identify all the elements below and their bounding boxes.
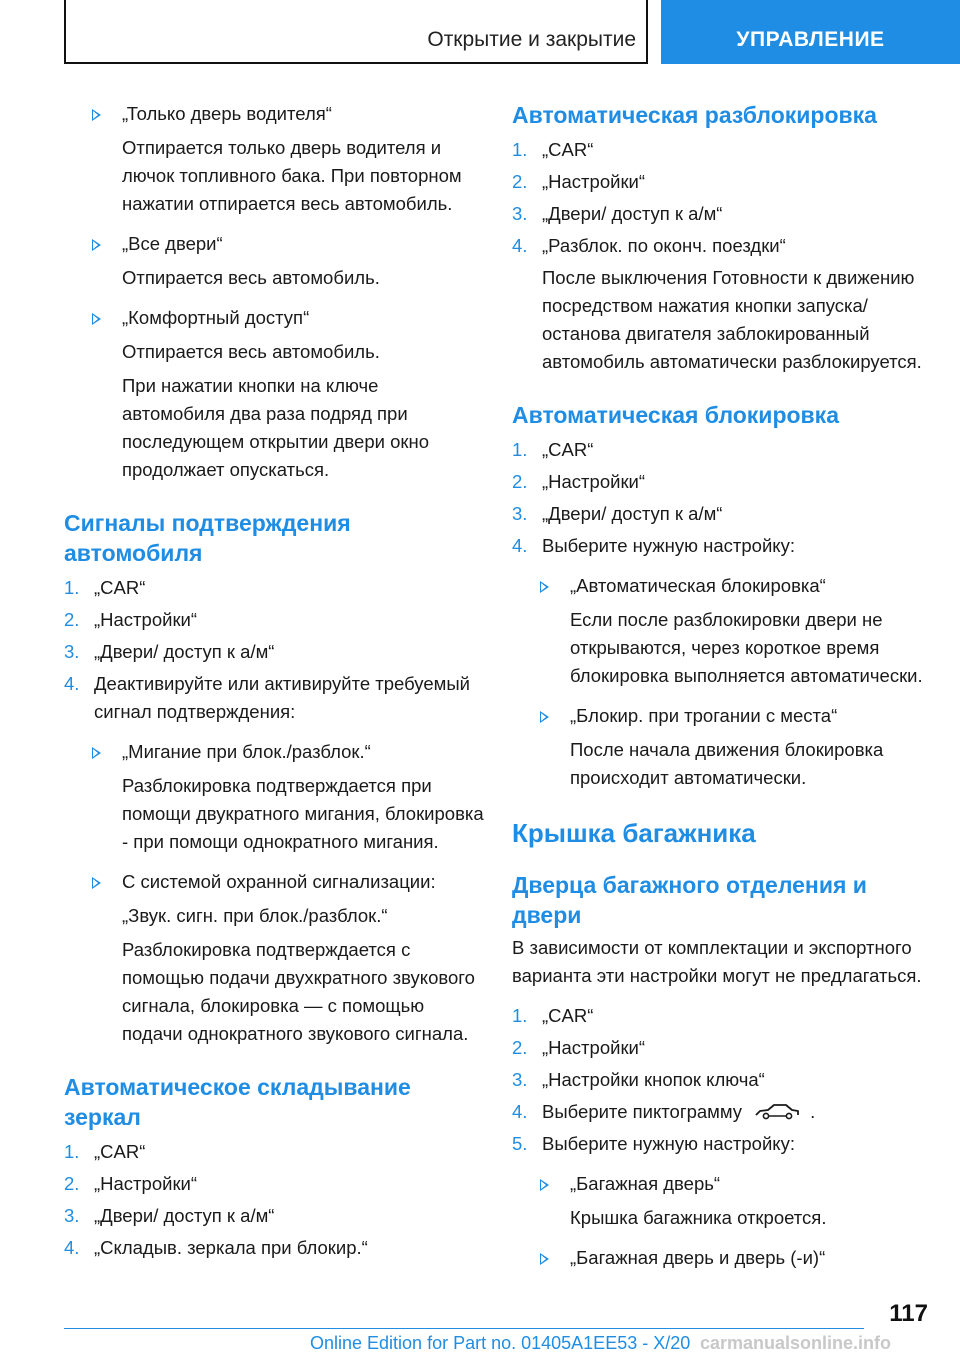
list-item: 3. „Двери/ доступ к а/м“ [512, 203, 723, 224]
list-item: 3. „Двери/ доступ к а/м“ [64, 1205, 275, 1226]
heading-tailgate-doors: Дверца багажного отделения и двери [512, 872, 867, 928]
bullet-driver-door: „Только дверь водителя“ [64, 100, 484, 128]
footer-edition: Online Edition for Part no. 01405A1EE53 - X/20 [310, 1333, 691, 1353]
triangle-bullet-icon [540, 1179, 549, 1191]
unlock-steps [512, 136, 928, 260]
triangle-bullet-icon [92, 313, 101, 325]
list-item: 4. Выберите пиктограмму . [512, 1101, 816, 1122]
bullet-text: Если после разблокировки двери не открываются, через короткое время блокировка выполняется автоматически. [570, 609, 923, 686]
heading-trunk-lid: Крышка багажника [512, 818, 756, 848]
list-item: 4. Деактивируйте или активируйте требуемый сигнал подтверждения: [64, 673, 470, 722]
list-item: 2. „Настройки“ [512, 171, 646, 192]
watermark: carmanualsonline.info [700, 1333, 892, 1353]
bullet-text: При нажатии кнопки на ключе автомобиля два раза подряд при последующем открытии двери окно продолжает опускаться. [122, 375, 429, 480]
heading-auto-unlock: Автоматическая разблокировка [512, 102, 877, 128]
right-column [512, 100, 928, 1272]
list-item: 2. „Настройки“ [512, 471, 646, 492]
bullet-text: После начала движения блокировка происходит автоматически. [570, 739, 884, 788]
heading-mirror-fold: Автоматическое складывание зеркал [64, 1074, 411, 1130]
triangle-bullet-icon [92, 239, 101, 251]
list-item: 1. „CAR“ [64, 1141, 146, 1162]
header-section-tab [661, 0, 960, 64]
signal-steps [64, 574, 484, 726]
bullet-comfort-access: „Комфортный доступ“ [64, 304, 484, 332]
list-item: 5. Выберите нужную настройку: [512, 1133, 795, 1154]
triangle-bullet-icon [92, 877, 101, 889]
heading-signals: Сигналы подтверждения автомобиля [64, 510, 351, 566]
list-item: 2. „Настройки“ [64, 1173, 198, 1194]
heading-auto-lock: Автоматическая блокировка [512, 402, 839, 428]
list-item: 4. „Разблок. по оконч. поездки“ [512, 235, 786, 256]
list-item: 1. „CAR“ [64, 577, 146, 598]
list-item: 4. Выберите нужную настройку: [512, 535, 795, 556]
bullet-text: Разблокировка подтверждается при помощи двукратного мигания, блокировка - при помощи однократного мигания. [122, 775, 484, 852]
bullet-tailgate: „Багажная дверь“ [512, 1170, 928, 1198]
bullet-blink: „Мигание при блок./разблок.“ [64, 738, 484, 766]
triangle-bullet-icon [540, 581, 549, 593]
list-item: 3. „Двери/ доступ к а/м“ [512, 503, 723, 524]
doors-steps [512, 1002, 928, 1158]
list-item: 3. „Двери/ доступ к а/м“ [64, 641, 275, 662]
triangle-bullet-icon [92, 109, 101, 121]
mirror-steps [64, 1138, 484, 1262]
footer-divider [64, 1328, 864, 1329]
bullet-alarm: С системой охранной сигнализации: [64, 868, 484, 896]
left-column [64, 100, 484, 1262]
list-item: 2. „Настройки“ [512, 1037, 646, 1058]
bullet-text: Отпирается только дверь водителя и лючок топливного бака. При повторном нажатии отпирается весь автомобиль. [122, 137, 462, 214]
section-label: УПРАВЛЕНИЕ [736, 28, 885, 51]
list-item: 1. „CAR“ [512, 439, 594, 460]
unlock-description: После выключения Готовности к движению посредством нажатия кнопки запуска/ останова двигателя заблокированный автомобиль автоматически разблокируется. [542, 267, 922, 372]
list-item: 1. „CAR“ [512, 1005, 594, 1026]
header-title-box [64, 0, 648, 64]
list-item: 2. „Настройки“ [64, 609, 198, 630]
bullet-text: Разблокировка подтверждается с помощью подачи двухкратного звукового сигнала, блокировка — с помощью подачи однократного звукового сигнала. [122, 939, 475, 1044]
bullet-drive-off-lock: „Блокир. при трогании с места“ [512, 702, 928, 730]
bullet-all-doors: „Все двери“ [64, 230, 484, 258]
bullet-text: Крышка багажника откроется. [570, 1207, 827, 1228]
doors-description: В зависимости от комплектации и экспортного варианта эти настройки могут не предлагаться. [512, 937, 922, 986]
page-number: 117 [889, 1300, 928, 1327]
bullet-text: Отпирается весь автомобиль. [122, 267, 380, 288]
list-item: 3. „Настройки кнопок ключа“ [512, 1069, 765, 1090]
lock-steps [512, 436, 928, 560]
car-trunk-icon [754, 1101, 800, 1121]
triangle-bullet-icon [540, 711, 549, 723]
bullet-text: Отпирается весь автомобиль. [122, 341, 380, 362]
bullet-text: „Звук. сигн. при блок./разблок.“ [122, 905, 388, 926]
bullet-tailgate-and-doors: „Багажная дверь и дверь (-и)“ [512, 1244, 928, 1272]
bullet-auto-lock: „Автоматическая блокировка“ [512, 572, 928, 600]
page-header-title: Открытие и закрытие [427, 28, 636, 51]
triangle-bullet-icon [92, 747, 101, 759]
list-item: 4. „Складыв. зеркала при блокир.“ [64, 1237, 368, 1258]
triangle-bullet-icon [540, 1253, 549, 1265]
list-item: 1. „CAR“ [512, 139, 594, 160]
